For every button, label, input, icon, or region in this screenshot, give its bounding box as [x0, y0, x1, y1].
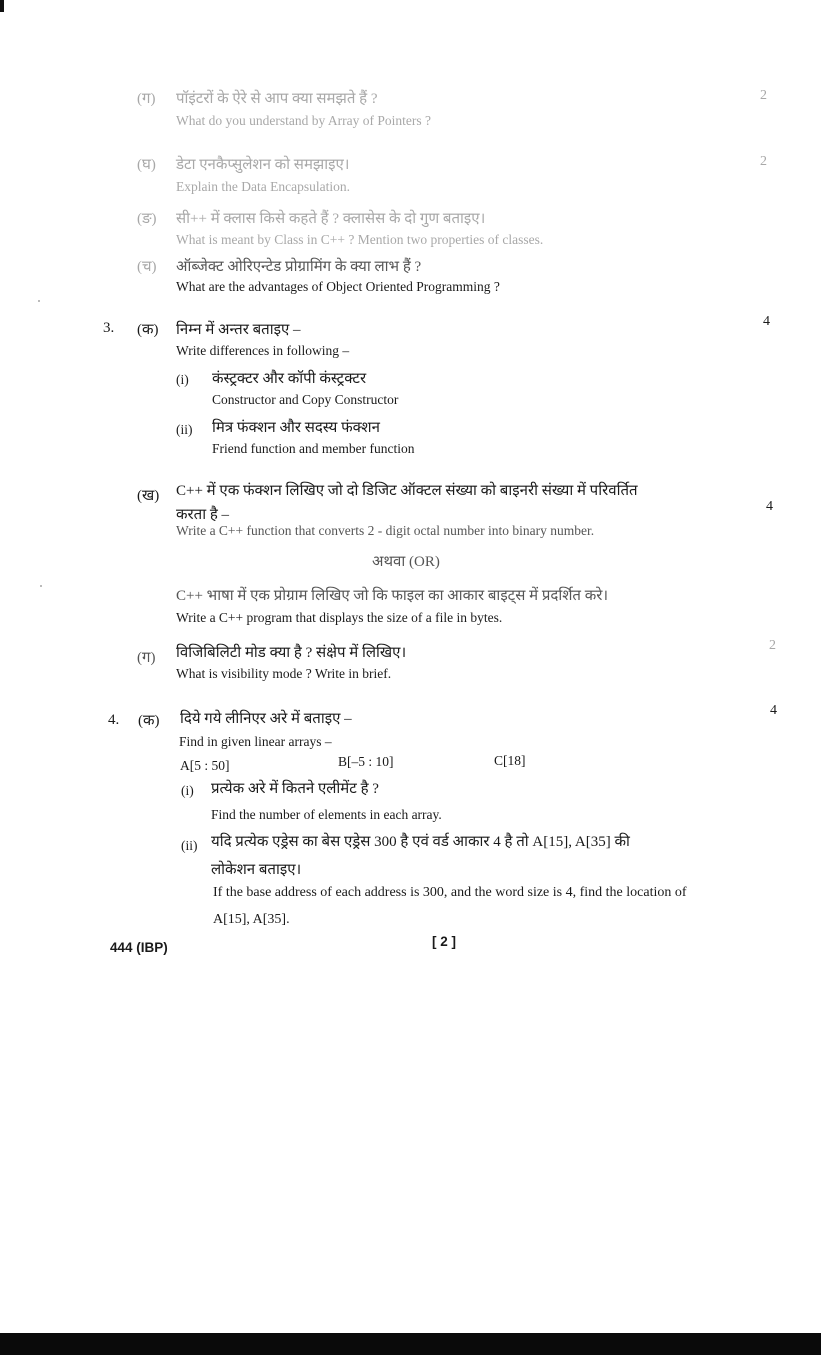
question-english: What is visibility mode ? Write in brief. — [176, 666, 392, 681]
faded-q-marker: (ग) — [137, 91, 156, 107]
item-number: (i) — [176, 372, 189, 387]
faded-q-english: Explain the Data Encapsulation. — [176, 179, 350, 194]
item-number: (i) — [181, 783, 194, 798]
faded-q-marker: (च) — [137, 259, 157, 275]
question-english: Find in given linear arrays – — [179, 734, 332, 749]
paper-code: 444 (IBP) — [110, 940, 168, 955]
question-english: Write differences in following – — [176, 343, 350, 358]
item-english-line2: A[15], A[35]. — [213, 912, 290, 927]
question-number: 3. — [103, 320, 115, 336]
faded-q-hindi: पॉइंटरों के ऐरे से आप क्या समझते हैं ? — [176, 91, 378, 107]
scan-corner-mark — [0, 0, 4, 12]
item-hindi-line1: यदि प्रत्येक एड्रेस का बेस एड्रेस 300 है एवं वर्ड आकार 4 है तो A[15], A[35] की — [211, 834, 630, 850]
or-divider: अथवा (OR) — [372, 554, 440, 570]
faded-q-hindi: ऑब्जेक्ट ओरिएन्टेड प्रोग्रामिंग के क्या लाभ हैं ? — [176, 259, 422, 275]
item-english: Constructor and Copy Constructor — [212, 392, 399, 407]
question-hindi-line2: करता है – — [176, 507, 230, 523]
question-hindi: विजिबिलिटी मोड क्या है ? संक्षेप में लिखिए। — [176, 645, 407, 661]
question-marks: 4 — [770, 703, 777, 718]
faded-q-marks: 2 — [760, 88, 767, 103]
item-hindi: मित्र फंक्शन और सदस्य फंक्शन — [212, 420, 380, 436]
item-english-line1: If the base address of each address is 300, and the word size is 4, find the location of — [213, 885, 687, 900]
subquestion-marker: (क) — [137, 322, 159, 338]
scan-speck — [40, 585, 42, 587]
faded-q-marker: (घ) — [137, 157, 156, 173]
page-number: [ 2 ] — [432, 934, 457, 949]
question-english: Write a C++ function that converts 2 - digit octal number into binary number. — [176, 523, 595, 538]
faded-q-marks: 2 — [760, 154, 767, 169]
or-question-hindi: C++ भाषा में एक प्रोग्राम लिखिए जो कि फाइल का आकार बाइट्स में प्रदर्शित करे। — [176, 588, 609, 604]
array-a: A[5 : 50] — [180, 758, 230, 773]
item-english: Friend function and member function — [212, 441, 415, 456]
faded-q-english: What are the advantages of Object Oriented Programming ? — [176, 279, 500, 294]
item-number: (ii) — [176, 422, 193, 437]
scan-bottom-edge — [0, 1333, 821, 1355]
or-question-english: Write a C++ program that displays the size of a file in bytes. — [176, 610, 503, 625]
item-hindi-line2: लोकेशन बताइए। — [211, 862, 302, 878]
subquestion-marker: (ख) — [137, 488, 160, 504]
item-number: (ii) — [181, 838, 198, 853]
subquestion-marker: (ग) — [137, 650, 156, 666]
question-hindi-line1: C++ में एक फंक्शन लिखिए जो दो डिजिट ऑक्टल संख्या को बाइनरी संख्या में परिवर्तित — [176, 483, 638, 499]
question-marks: 4 — [766, 499, 773, 514]
item-english: Find the number of elements in each array. — [211, 807, 442, 822]
question-marks: 2 — [769, 638, 776, 653]
question-marks: 4 — [763, 314, 770, 329]
item-hindi: प्रत्येक अरे में कितने एलीमेंट है ? — [211, 781, 379, 797]
question-number: 4. — [108, 712, 120, 728]
question-hindi: निम्न में अन्तर बताइए – — [176, 322, 301, 338]
item-hindi: कंस्ट्रक्टर और कॉपी कंस्ट्रक्टर — [212, 371, 367, 387]
faded-q-english: What do you understand by Array of Pointers ? — [176, 113, 431, 128]
faded-q-hindi: डेटा एनकैप्सुलेशन को समझाइए। — [176, 157, 350, 173]
scan-speck — [38, 300, 40, 302]
faded-q-english: What is meant by Class in C++ ? Mention two properties of classes. — [176, 232, 544, 247]
array-c: C[18] — [494, 753, 526, 768]
subquestion-marker: (क) — [138, 713, 160, 729]
question-hindi: दिये गये लीनिएर अरे में बताइए – — [180, 711, 352, 727]
faded-q-marker: (ङ) — [137, 211, 157, 227]
array-b: B[–5 : 10] — [338, 754, 394, 769]
faded-q-hindi: सी++ में क्लास किसे कहते हैं ? क्लासेस के दो गुण बताइए। — [176, 211, 486, 227]
